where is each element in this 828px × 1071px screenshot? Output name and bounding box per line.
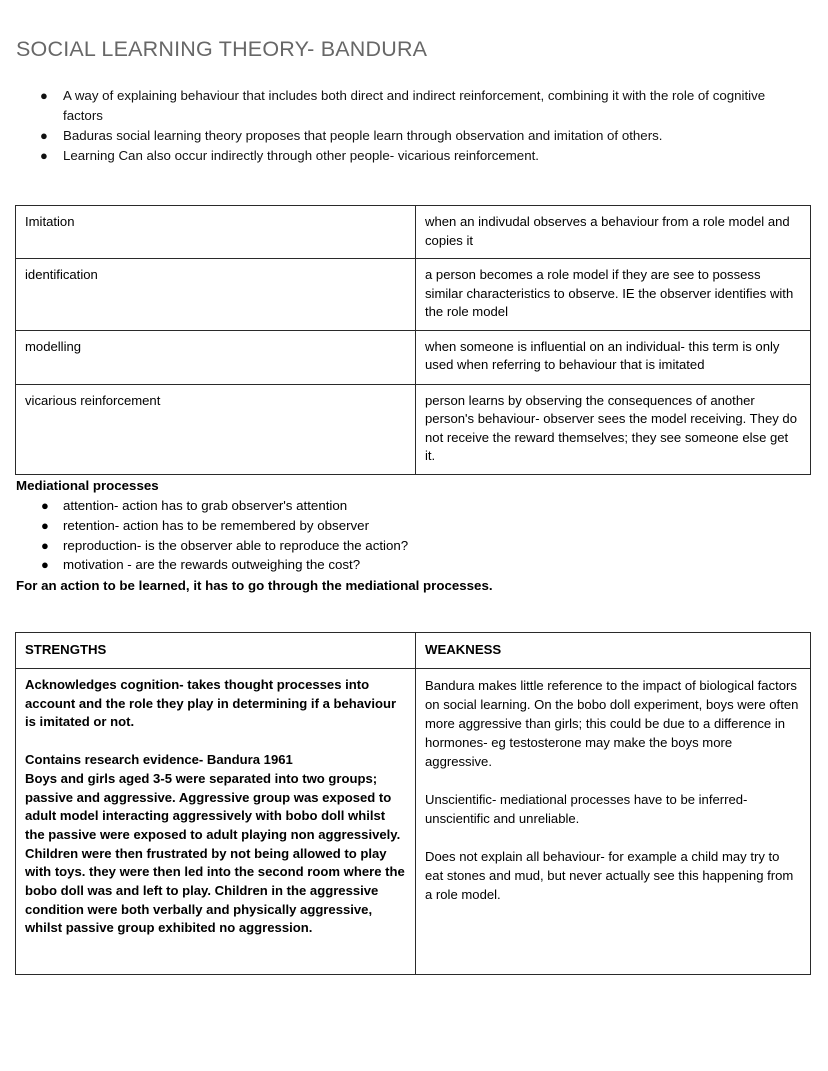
strength-point-1: Acknowledges cognition- takes thought processes into account and the role they play in determining if a behaviour is imitated or not. bbox=[25, 677, 397, 730]
mediational-footer-note: For an action to be learned, it has to go through the mediational processes. bbox=[16, 578, 493, 594]
page-title: SOCIAL LEARNING THEORY- BANDURA bbox=[16, 37, 428, 61]
evaluation-table bbox=[15, 632, 811, 975]
list-item-text: retention- action has to be remembered by observer bbox=[63, 517, 369, 533]
term-cell: Imitation bbox=[16, 206, 416, 259]
list-item bbox=[16, 536, 716, 556]
term-cell: identification bbox=[16, 259, 416, 331]
list-item bbox=[0, 146, 828, 166]
list-item bbox=[0, 86, 828, 126]
definition-cell: a person becomes a role model if they are see to possess similar characteristics to observe. IE the observer identifies with the role model bbox=[416, 259, 811, 331]
bullet-icon: ● bbox=[40, 128, 48, 143]
list-item bbox=[16, 555, 716, 575]
list-item-text: Learning Can also occur indirectly through other people- vicarious reinforcement. bbox=[63, 148, 539, 163]
list-item-text: attention- action has to grab observer's attention bbox=[63, 498, 348, 513]
strengths-cell bbox=[16, 669, 416, 975]
definition-cell: when an indivudal observes a behaviour from a role model and copies it bbox=[416, 206, 811, 259]
mediational-heading: Mediational processes bbox=[16, 478, 159, 493]
table-row bbox=[16, 259, 811, 331]
table-row bbox=[16, 206, 811, 259]
list-item-text: reproduction- is the observer able to reproduce the action? bbox=[63, 537, 409, 553]
strengths-header: STRENGTHS bbox=[16, 633, 416, 669]
strength-point-2 bbox=[25, 751, 406, 938]
weakness-point-1: Bandura makes little reference to the impact of biological factors on social learning. On the bobo doll experiment, boys were often more aggressive than girls; this could be due to a difference in hormones- eg testosterone may make the boys more aggressive. bbox=[425, 678, 799, 769]
definition-cell: person learns by observing the consequences of another person's behaviour- observer sees the model receiving. They do not receive the reward themselves; they see someone else get it. bbox=[416, 384, 811, 474]
bullet-icon: ● bbox=[41, 517, 49, 533]
term-cell: modelling bbox=[16, 330, 416, 384]
term-cell: vicarious reinforcement bbox=[16, 384, 416, 474]
weakness-cell bbox=[416, 669, 811, 975]
weakness-point-2: Unscientific- mediational processes have to be inferred- unscientific and unreliable. bbox=[425, 792, 748, 826]
bullet-icon: ● bbox=[41, 557, 49, 573]
list-item bbox=[16, 496, 716, 516]
list-item bbox=[16, 516, 716, 536]
table-row bbox=[16, 669, 811, 975]
bullet-icon: ● bbox=[40, 88, 48, 103]
weakness-point-3: Does not explain all behaviour- for example a child may try to eat stones and mud, but never actually see this happening from a role model. bbox=[425, 849, 794, 902]
table-row bbox=[16, 384, 811, 474]
bullet-icon: ● bbox=[41, 537, 49, 553]
list-item bbox=[0, 126, 828, 146]
table-row bbox=[16, 330, 811, 384]
weakness-header: WEAKNESS bbox=[416, 633, 811, 669]
table-header-row bbox=[16, 633, 811, 669]
strength-point-2-body: Boys and girls aged 3-5 were separated into two groups; passive and aggressive. Aggressive group was exposed to adult model interacting aggressively with bobo doll whilst the passive were exposed to adult playing non aggressively. Children were then frustrated by not being allowed to play with toys. they were then led into the second room where the bobo doll was and left to play. Children in the aggressive condition were both verbally and physically aggressive, whilst passive group exhibited no aggression. bbox=[25, 770, 405, 936]
bullet-icon: ● bbox=[41, 498, 49, 513]
definition-cell: when someone is influential on an individual- this term is only used when referring to behaviour that is imitated bbox=[416, 330, 811, 384]
list-item-text: motivation - are the rewards outweighing the cost? bbox=[63, 557, 361, 573]
strength-point-2-title: Contains research evidence- Bandura 1961 bbox=[25, 752, 293, 768]
mediational-processes-section bbox=[16, 476, 716, 596]
list-item-text: A way of explaining behaviour that includes both direct and indirect reinforcement, combining it with the role of cognitive factors bbox=[63, 88, 766, 123]
intro-bullet-list bbox=[0, 86, 828, 166]
definitions-table bbox=[15, 205, 811, 475]
list-item-text: Baduras social learning theory proposes that people learn through observation and imitation of others. bbox=[63, 128, 663, 143]
bullet-icon: ● bbox=[40, 148, 48, 163]
